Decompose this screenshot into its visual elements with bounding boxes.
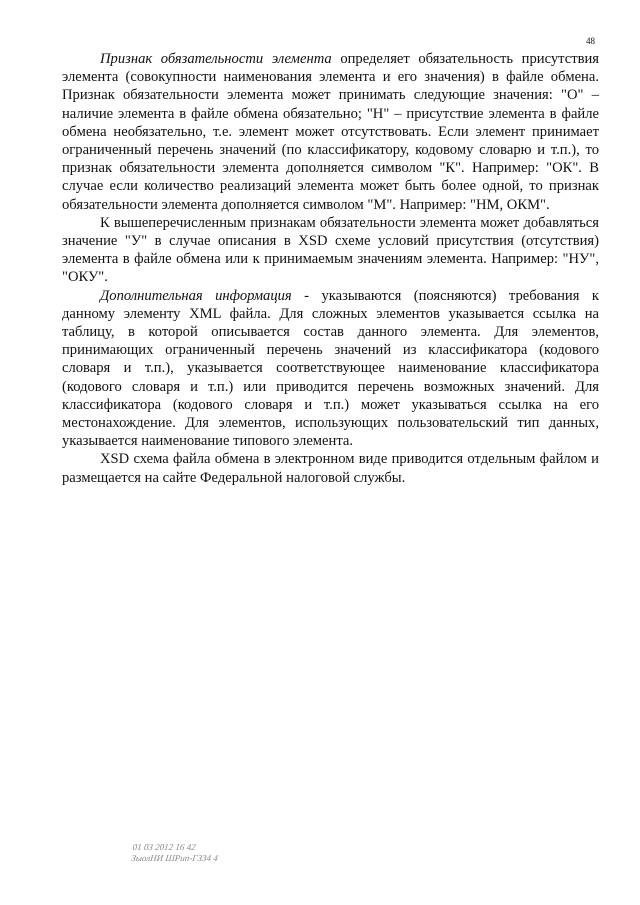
footer-stamp-line2: ЗыолНИ ШРип-ГЗЗ4 4: [130, 853, 219, 863]
paragraph-additional-flag: [62, 214, 599, 287]
footer-stamp-line1: 01 03 2012 16 42: [132, 842, 197, 852]
paragraph-text: определяет обязательность присутствия элемента (совокупности наименования элемента и его значения) в файле обмена. Признак обязательности элемента может принимать следующие значения: "О" – наличие элемента в файле обмена обязательно; "Н" – присутствие элемента в файле обмена необязательно, т.е. элемент может отсутствовать. Если элемент принимает ограниченный перечень значений (по классификатору, кодовому словарю и т.п.), то признак обязательности элемента дополняется символом "К". Например: "ОК". В случае если количество реализаций элемента может быть более одной, то признак обязательности элемента дополняется символом "М". Например: "НМ, ОКМ".: [62, 51, 599, 213]
paragraph-text: К вышеперечисленным признакам обязательности элемента может добавляться значение "У" в случае описания в XSD схеме условий присутствия (отсутствия) элемента в файле обмена или к принимаемым значениям элемента. Например: "НУ", "ОКУ".: [62, 214, 599, 286]
footer-stamp: [131, 842, 220, 864]
page-number: 48: [586, 36, 595, 46]
paragraph-xsd-schema: [62, 450, 599, 486]
document-body: [62, 50, 599, 487]
paragraph-mandatory-flag: [62, 50, 599, 214]
term-additional-info: Дополнительная информация: [100, 287, 292, 304]
term-mandatory-flag: Признак обязательности элемента: [100, 51, 332, 67]
paragraph-additional-info: [62, 287, 599, 451]
paragraph-text: XSD схема файла обмена в электронном виде приводится отдельным файлом и размещается на сайте Федеральной налоговой службы.: [62, 451, 599, 486]
paragraph-text: - указываются (поясняются) требования к данному элементу XML файла. Для сложных элементов указывается ссылка на таблицу, в которой описывается состав данного элемента. Для элементов, принимающих ограниченный перечень значений из классификатора (кодового словаря и т.п.), указывается соответствующее наименование классификатора (кодового словаря и т.п.) или приводится перечень возможных значений. Для классификатора (кодового словаря и т.п.) может указываться ссылка на его местонахождение. Для элементов, использующих пользовательский тип данных, указывается наименование типового элемента.: [62, 287, 599, 450]
